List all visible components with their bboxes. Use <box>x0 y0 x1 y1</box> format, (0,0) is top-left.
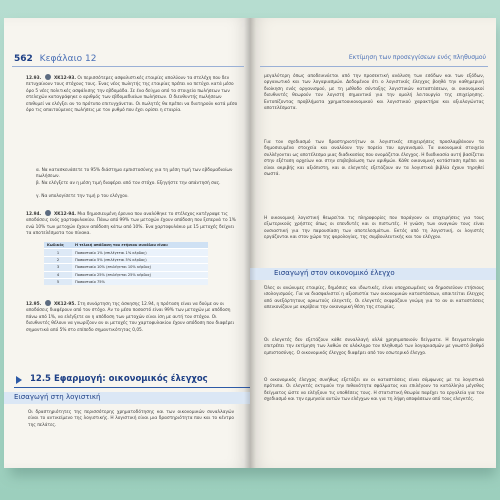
exercise-12-93: 12.93. ΧΚ12-93. Οι περισσότερες ασφαλιστικές εταιρίες απολύουν τα στελέχη που δεν πετυχαίνουν τους στόχους τους. Ένας νέος πωλητής της εταιρίας πρέπει να πετύχει κατά μέσο όρο 5 νέες πολιτικές ασφάλισης την εβδομάδα. Σε ένα δείγμα από τα στοιχεία πωλήσεων των στελεχών καταγράφηκε ο αριθμός των εβδομαδιαίων πωλήσεων. Ο διευθυντής πωλήσεων επιθυμεί να ελέγξει αν το πρότυπο επιτυγχάνεται. Οι πωλητές θα πρέπει να διατηρούν κατά μέσο όρο τις απαιτούμενες πωλήσεις με τον ρυθμό που έχει ορίσει η εταιρία. <box>26 76 238 114</box>
data-file-icon <box>45 74 51 80</box>
section-heading: Εισαγωγή στον οικονομικό έλεγχο <box>250 268 496 280</box>
exercise-12-94: 12.94. ΧΚ12-94. Μια δημοσιευμένη έρευνα που αναλύθηκε το στέλεχος κατέγραψε τις αποδόσεις ενός χαρτοφυλακίου. Πάνω από 99% των μετοχών έχουν απόδοση που ξεπερνά το 1% ενώ 10% των μετοχών έχουν απόδοση κάτω από 10%. Ένα χαρτοφυλάκιο με 15 μετοχές δείχνει τα αποτελέσματα του πίνακα. <box>26 212 236 237</box>
subsection-heading: Εισαγωγή στη λογιστική <box>4 392 250 404</box>
table-row: 5 Ποσοστιαίο 75% <box>44 278 208 285</box>
page-number: 562 <box>14 54 33 64</box>
left-page <box>4 18 250 468</box>
table-row: 2 Ποσοστιαίο 5% (επιλέγεται 5% κέρδος) <box>44 256 208 263</box>
table-row: 3 Ποσοστιαίο 10% (επιλέγεται 10% κέρδος) <box>44 264 208 271</box>
triangle-marker-icon <box>16 376 22 384</box>
data-file-icon <box>45 210 51 216</box>
exercise-item: γ. Να υπολογίσετε την τιμή p του ελέγχου. <box>36 194 129 199</box>
intro-paragraph: Οι δραστηριότητες της περισσότερης χρηματοδότησης και των οικονομικών συναλλαγών είναι το αντικείμενο της λογιστικής. Η λογιστική είναι μια δραστηριότητα που και το κέντρο της πελάτες. <box>28 410 234 428</box>
returns-table <box>44 242 208 285</box>
section-heading: 12.5 Εφαρμογή: οικονομικός έλεγχος <box>4 374 250 386</box>
right-page <box>250 18 496 468</box>
table-header: Κωδικός <box>44 242 72 249</box>
header-rule <box>260 66 488 67</box>
paragraph: Ο οικονομικός έλεγχος συνήθως εξετάζει αν οι καταστάσεις είναι σύμφωνες με τα λογιστικά πρότυπα. Οι ελεγκτές εκτιμούν την πιθανότητα σφάλματος και επιλέγουν το κατάλληλο μέγεθος δείγματος ώστε να ελέγξουν τις υποθέσεις τους. Η στατιστική θεωρία παρέχει τα εργαλεία για τον σχεδιασμό και την ερμηνεία αυτών των ελέγχων και για τη λήψη αποφάσεων από τους ελεγκτές. <box>264 378 484 403</box>
open-book <box>4 18 496 468</box>
page-header <box>14 54 96 64</box>
paragraph: μεγαλύτερη όπως αποδεικνύεται από την προσεκτική ανάλυση των εσόδων και των εξόδων, οργανωτικό και των λογαριασμών. Δεδομένου ότι ο λογιστικός έλεγχος βοηθά την καθημερινή διοίκηση ενός οργανισμού, με τη μέθοδο σύνταξης λογιστικών καταστάσεων, οι οικονομικοί διευθυντές θεωρούν τον λογιστή σημαντικό για την ομαλή λειτουργία της επιχείρησης. Εντοπίζοντας προβλήματα χρηματοοικονομικού και λογιστικού χαρακτήρα και αξιολογώντας αποτελέσματα. <box>264 74 484 112</box>
table-header: Η τελική απόδοση του ετήσιου συνόλου είναι: <box>72 242 208 249</box>
paragraph: Όλες οι ανώνυμες εταιρίες, δημόσιες και ιδιωτικές, είναι υποχρεωμένες να δημοσιεύουν ετήσιους ισολογισμούς. Για να διασφαλιστεί η αξιοπιστία των οικονομικών καταστάσεων, απαιτείται έλεγχος από ανεξάρτητους ορκωτούς ελεγκτές. Οι ελεγκτές εκφράζουν γνώμη για το αν οι καταστάσεις απεικονίζουν με ακρίβεια την οικονομική θέση της εταιρίας. <box>264 286 484 311</box>
exercise-item: β. Να ελέγξετε αν η μέση τιμή διαφέρει από τον στόχο. Εξηγήστε την απάντησή σας. <box>36 181 221 186</box>
book-spine <box>244 18 256 468</box>
paragraph: Για τον σχεδιασμό των δραστηριοτήτων οι λογιστικές επιχειρήσεις προσλαμβάνουν τα δημοσιευμένα στοιχεία και αναλύουν την πορεία του οργανισμού. Τα οικονομικά στοιχεία συλλέγονται ως αποτέλεσμα μιας διαδικασίας που ονομάζεται έλεγχος. Η διαδικασία αυτή βασίζεται στην εξέταση αρχείων και στην επιβεβαίωση των αριθμών. Κάθε οικονομική κατάσταση πρέπει να είναι ακριβής και αξιόπιστη, και οι ελεγκτές εξετάζουν αν τα λογιστικά βιβλία έχουν τηρηθεί σωστά. <box>264 140 484 178</box>
exercise-12-95: 12.95. ΧΚ12-95. Στη συνάρτηση της άσκησης 12.94, η πρόταση είναι να δούμε αν οι αποδόσεις διαφέρουν από τον στόχο. Αν το μέσο ποσοστό είναι 99% των μετοχών με απόδοση πάνω από 1%, να ελέγξετε αν η απόδοση των μετοχών είναι ίση με αυτή του στόχου. Οι διευθυντές θέλουν να γνωρίζουν αν οι μετοχές του χαρτοφυλακίου έχουν απόδοση που διαφέρει σημαντικά από 5% στο επίπεδο σημαντικότητας 0,05. <box>26 302 235 333</box>
paragraph: Οι ελεγκτές δεν εξετάζουν κάθε συναλλαγή αλλά χρησιμοποιούν δείγματα. Η δειγματοληψία επιτρέπει την εκτίμηση των λαθών σε ολόκληρο τον πληθυσμό των λογαριασμών με γνωστό βαθμό εμπιστοσύνης. Ο οικονομικός έλεγχος διαφέρει από τον εσωτερικό έλεγχο. <box>264 338 484 356</box>
exercise-item: α. Να κατασκευάσετε το 95% διάστημα εμπιστοσύνης για τη μέση τιμή των εβδομαδιαίων πωλήσεων. <box>36 168 233 180</box>
table-row: 1 Ποσοστιαίο 1% (επιλέγεται 1% κέρδος) <box>44 249 208 256</box>
data-file-icon <box>45 300 51 306</box>
running-header: Εκτίμηση των προσεγγίσεων ενός πληθυσμού <box>348 54 486 61</box>
section-rule <box>14 387 250 388</box>
header-rule <box>12 66 244 67</box>
table-row: 4 Ποσοστιαίο 25% (επιλέγεται 25% κέρδος) <box>44 271 208 278</box>
chapter-label: Κεφάλαιο 12 <box>39 54 97 64</box>
paragraph: Η οικονομική λογιστική θεωρείται τις πληροφορίες που παράγουν οι επιχειρήσεις για τους εξωτερικούς χρήστες όπως οι επενδυτές και οι πιστωτές. Η γνώση των αναγκών τους είναι ουσιαστική για την παρουσίαση των αποτελεσμάτων. Εκτός από τη λογιστική, οι λογιστές εργάζονται και στον χώρο της φορολογίας, της συμβουλευτικής και του ελέγχου. <box>264 216 484 241</box>
